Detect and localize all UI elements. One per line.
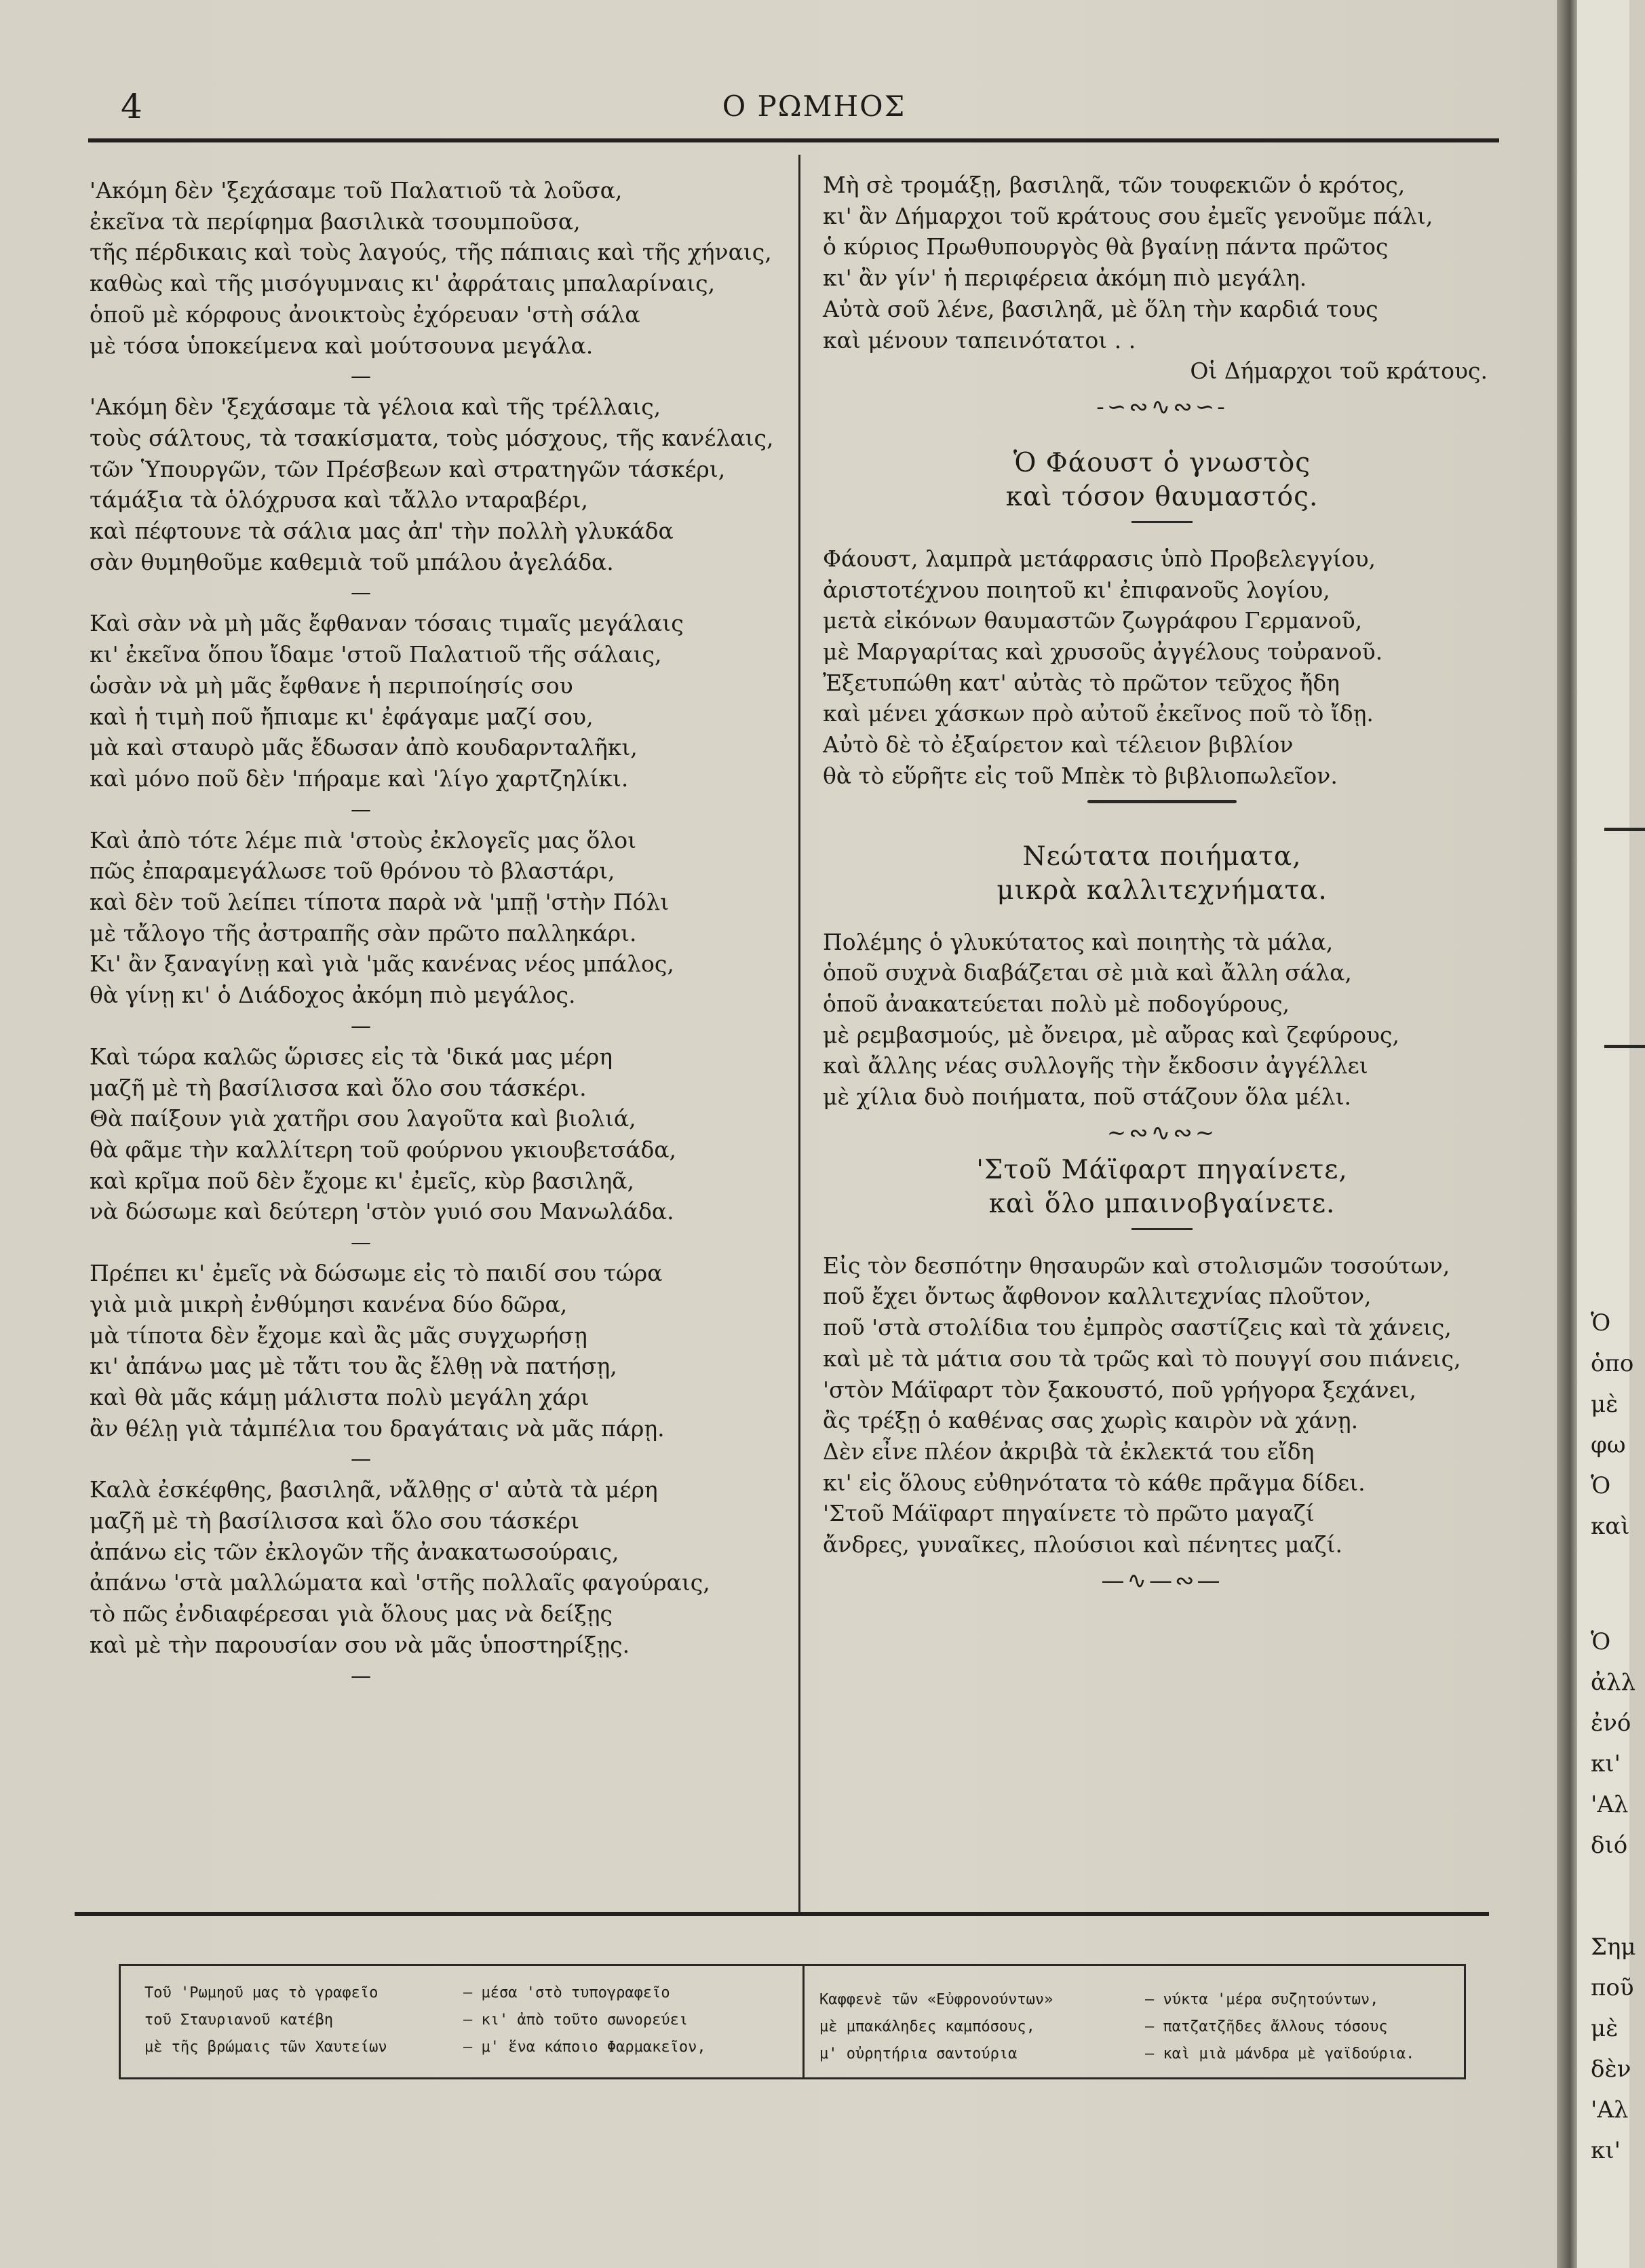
masthead: Ο ΡΩΜΗΟΣ — [722, 90, 906, 123]
footer-ad-divider — [802, 1966, 805, 2077]
poem-line: κι' ἂν γίν' ἡ περιφέρεια ἀκόμη πιὸ μεγάλη. — [823, 265, 1307, 292]
poem-line: καὶ κρῖμα ποῦ δὲν ἔχομε κι' ἐμεῖς, κὺρ βασιληᾶ, — [90, 1167, 635, 1194]
ad-line: Αὐτὸ δὲ τὸ ἐξαίρετον καὶ τέλειον βιβλίον — [823, 731, 1294, 758]
ad-line: Εἰς τὸν δεσπότην θησαυρῶν καὶ στολισμῶν τοσούτων, — [823, 1252, 1450, 1279]
adjacent-page-text: ποῦ — [1591, 1974, 1634, 2001]
poem-line: κι' ἀπάνω μας μὲ τἄτι του ἂς ἔλθῃ νὰ πατήσῃ, — [90, 1353, 617, 1380]
poem-line: Καὶ τώρα καλῶς ὥρισες εἰς τὰ 'δικά μας μέρη — [90, 1043, 613, 1070]
intro-poem — [823, 170, 1501, 355]
ad-line: ποῦ ἔχει ὄντως ἄφθονον καλλιτεχνίας πλοῦτον, — [823, 1283, 1372, 1310]
poem-line: Θὰ παίξουν γιὰ χατῆρι σου λαγοῦτα καὶ βιολιά, — [90, 1105, 636, 1132]
footer-ad-text: μὲ μπακάληδες καμπόσους, — [819, 2018, 1035, 2035]
poem-line: μὰ καὶ σταυρὸ μᾶς ἔδωσαν ἀπὸ κουδαρνταλῆκι, — [90, 734, 638, 761]
footer-ad-text: μ' οὐρητήρια σαντούρια — [819, 2045, 1018, 2062]
adjacent-page-rule — [1604, 828, 1645, 831]
poem-line: καὶ πέφτουνε τὰ σάλια μας ἀπ' τὴν πολλὴ γλυκάδα — [90, 518, 674, 545]
adjacent-page-text: καὶ — [1591, 1513, 1630, 1540]
poem-line: Μὴ σὲ τρομάξῃ, βασιληᾶ, τῶν τουφεκιῶν ὁ κρότος, — [823, 172, 1406, 198]
adjacent-page-text: ἐνό — [1591, 1710, 1631, 1737]
book-spine — [1557, 0, 1579, 2268]
footer-ad-left — [144, 1980, 830, 2061]
short-rule — [1131, 521, 1193, 523]
poem-line: μὲ τόσα ὑποκείμενα καὶ μούτσουνα μεγάλα. — [90, 332, 594, 359]
poem-line: ὡσὰν νὰ μὴ μᾶς ἔφθανε ἡ περιποίησίς σου — [90, 672, 573, 699]
ad-line: Πολέμης ὁ γλυκύτατος καὶ ποιητὴς τὰ μάλα, — [823, 928, 1334, 955]
ad-line: Δὲν εἶνε πλέον ἀκριβὰ τὰ ἐκλεκτά του εἴδη — [823, 1438, 1315, 1465]
adjacent-page-text: 'Αλ — [1591, 2096, 1629, 2123]
adjacent-page-text: ἀλλ — [1591, 1669, 1636, 1696]
footer-ad-text: τοῦ Σταυριανοῦ κατέβη — [144, 2012, 334, 2029]
top-rule — [88, 138, 1499, 142]
ad-line: καὶ μένει χάσκων πρὸ αὐτοῦ ἐκεῖνος ποῦ τὸ ἴδῃ. — [823, 700, 1374, 727]
adjacent-page-text: δὲν — [1591, 2056, 1631, 2083]
ad-line: 'Στοῦ Μάϊφαρτ πηγαίνετε τὸ πρῶτο μαγαζί — [823, 1500, 1315, 1527]
poem-line: τάμάξια τὰ ὁλόχρυσα καὶ τἄλλο νταραβέρι, — [90, 486, 588, 514]
poem-line: μαζῆ μὲ τὴ βασίλισσα καὶ ὅλο σου τάσκέρι. — [90, 1074, 587, 1101]
stanza-separator: — — [351, 1447, 371, 1472]
footer-ad-text: Τοῦ 'Ρωμηοῦ μας τὸ γραφεῖο — [144, 1984, 379, 2001]
footer-ad-row — [144, 1980, 830, 2007]
adjacent-page-text: κι' — [1591, 2137, 1621, 2164]
adjacent-page-text: μὲ — [1591, 1391, 1619, 1418]
stanza-separator: — — [351, 797, 371, 822]
ornament-divider: —∿—∾— — [1101, 1567, 1223, 1594]
adjacent-page-text: φω — [1591, 1431, 1626, 1459]
poem-line: τὸ πῶς ἐνδιαφέρεσαι γιὰ ὅλους μας νὰ δείξῃς — [90, 1600, 613, 1628]
adjacent-page-text: διό — [1591, 1832, 1628, 1859]
footer-ad-row — [819, 2014, 1460, 2041]
footer-ad-text: — πατζατζῆδες ἄλλους τόσους — [1145, 2018, 1388, 2035]
poem-line: ὁ κύριος Πρωθυπουργὸς θὰ βγαίνῃ πάντα πρῶτος — [823, 233, 1389, 261]
poem-line: ἂν θέλῃ γιὰ τἀμπέλια του δραγάταις νὰ μᾶς πάρῃ. — [90, 1415, 665, 1442]
footer-ad-row — [144, 2034, 830, 2061]
ad-line: καὶ μὲ τὰ μάτια σου τὰ τρῶς καὶ τὸ πουγγί σου πιάνεις, — [823, 1345, 1461, 1372]
footer-ad-row — [819, 1986, 1460, 2014]
footer-ad-text: μὲ τῆς βρώμαις τῶν Χαυτείων — [144, 2039, 387, 2056]
poem-line: Καὶ ἀπὸ τότε λέμε πιὰ 'στοὺς ἐκλογεῖς μας ὅλοι — [90, 826, 637, 853]
short-rule — [1131, 1228, 1193, 1230]
poem-line: καὶ θὰ μᾶς κάμῃ μάλιστα πολὺ μεγάλη χάρι — [90, 1383, 589, 1410]
ornament-rule — [1087, 800, 1237, 803]
poem-line: Πρέπει κι' ἐμεῖς νὰ δώσωμε εἰς τὸ παιδί σου τώρα — [90, 1260, 663, 1287]
footer-ad-text: — κι' ἀπὸ τοῦτο σωνορεύει — [463, 2012, 689, 2029]
adjacent-page-text: Σημ — [1591, 1934, 1636, 1961]
footer-ad-row — [819, 2041, 1460, 2068]
stanza-separator: — — [351, 1664, 371, 1688]
poem-line: τῆς πέρδικαις καὶ τοὺς λαγούς, τῆς πάπιαις καὶ τῆς χήναις, — [90, 239, 772, 266]
poem-line: καὶ μόνο ποῦ δὲν 'πήραμε καὶ 'λίγο χαρτζηλίκι. — [90, 765, 629, 792]
poem-line: γιὰ μιὰ μικρὴ ἐνθύμησι κανένα δύο δῶρα, — [90, 1290, 568, 1318]
ad-line: ἀριστοτέχνου ποιητοῦ κι' ἐπιφανοῦς λογίου, — [823, 576, 1330, 603]
poem-line: μαζῆ μὲ τὴ βασίλισσα καὶ ὅλο σου τάσκέρι — [90, 1507, 580, 1535]
poem-line: καὶ ἡ τιμὴ ποῦ ἤπιαμε κι' ἐφάγαμε μαζί σου, — [90, 703, 594, 730]
page-number: 4 — [121, 87, 142, 126]
ad-line: μὲ Μαργαρίτας καὶ χρυσοῦς ἀγγέλους τοὐρανοῦ. — [823, 638, 1383, 666]
poem-line: 'Ακόμη δὲν 'ξεχάσαμε τὰ γέλοια καὶ τῆς τρέλλαις, — [90, 393, 661, 421]
poem-line: κι' ἂν Δήμαρχοι τοῦ κράτους σου ἐμεῖς γενοῦμε πάλι, — [823, 202, 1433, 229]
ad-line: ἄνδρες, γυναῖκες, πλούσιοι καὶ πένητες μαζί. — [823, 1531, 1343, 1558]
poem-line: ὁποῦ μὲ κόρφους ἀνοικτοὺς ἐχόρευαν 'στὴ σάλα — [90, 301, 640, 328]
footer-ad-box — [119, 1964, 1466, 2079]
poem-line: πῶς ἐπαραμεγάλωσε τοῦ θρόνου τὸ βλαστάρι, — [90, 858, 615, 885]
headline-line: Νεώτατα ποιήματα, — [1022, 841, 1302, 872]
footer-ad-text: — καὶ μιὰ μάνδρα μὲ γαϊδούρια. — [1145, 2045, 1415, 2062]
ad-line: ποῦ 'στὰ στολίδια του ἐμπρὸς σαστίζεις καὶ τὰ χάνεις, — [823, 1314, 1452, 1341]
footer-ad-right — [819, 1986, 1460, 2068]
left-column — [90, 175, 781, 1691]
maifart-advertisement — [823, 1250, 1501, 1560]
footer-ad-text: — μέσα 'στὸ τυπογραφεῖο — [463, 1984, 670, 2001]
poem-line: σὰν θυμηθοῦμε καθεμιὰ τοῦ μπάλου ἀγελάδα. — [90, 548, 614, 575]
stanza-separator: — — [351, 581, 371, 605]
poems-advertisement — [823, 927, 1501, 1113]
headline-line: Ὁ Φάουστ ὁ γνωστὸς — [1013, 447, 1311, 478]
adjacent-page-text: κι' — [1591, 1750, 1621, 1777]
poem-line: Καλὰ ἐσκέφθης, βασιληᾶ, νἄλθῃς σ' αὐτὰ τὰ μέρη — [90, 1476, 658, 1503]
adjacent-page-rule — [1604, 1045, 1645, 1048]
poem-line: καὶ μὲ τὴν παρουσίαν σου νὰ μᾶς ὑποστηρίξῃς. — [90, 1631, 630, 1658]
ad-line: θὰ τὸ εὕρῆτε εἰς τοῦ Μπὲκ τὸ βιβλιοπωλεῖον. — [823, 762, 1338, 789]
ad-line: μὲ ρεμβασμούς, μὲ ὄνειρα, μὲ αὔρας καὶ ζεφύρους, — [823, 1021, 1400, 1048]
poem-line: νὰ δώσωμε καὶ δεύτερη 'στὸν γυιό σου Μανωλάδα. — [90, 1198, 674, 1225]
stanza-separator: — — [351, 1231, 371, 1255]
poem-line: θὰ γίνῃ κι' ὁ Διάδοχος ἀκόμη πιὸ μεγάλος. — [90, 982, 576, 1009]
adjacent-page-text: Ὁ — [1591, 1628, 1611, 1655]
poem-line: τοὺς σάλτους, τὰ τσακίσματα, τοὺς μόσχους, τῆς κανέλαις, — [90, 424, 774, 451]
faust-advertisement — [823, 543, 1501, 792]
maifart-headline — [823, 1153, 1501, 1221]
footer-ad-text: — νύκτα 'μέρα συζητούντων, — [1145, 1991, 1379, 2008]
poem-line: ἀπάνω εἰς τῶν ἐκλογῶν τῆς ἀνακατωσούραις, — [90, 1538, 619, 1565]
poem-line: κι' ἐκεῖνα ὅπου ἴδαμε 'στοῦ Παλατιοῦ τῆς σάλαις, — [90, 641, 662, 668]
poem-line: μὲ τἄλογο τῆς ἀστραπῆς σὰν πρῶτο παλληκάρι. — [90, 919, 637, 946]
poems-headline — [823, 840, 1501, 908]
ad-line: Ἐξετυπώθη κατ' αὐτὰς τὸ πρῶτον τεῦχος ἤδη — [823, 669, 1340, 696]
adjacent-page-fragment — [1577, 0, 1636, 2268]
ad-line: ὁποῦ συχνὰ διαβάζεται σὲ μιὰ καὶ ἄλλη σάλα, — [823, 959, 1352, 986]
column-rule — [798, 155, 800, 1912]
adjacent-page-text: Ὁ — [1591, 1472, 1611, 1499]
poem-line: ἐκεῖνα τὰ περίφημα βασιλικὰ τσουμποῦσα, — [90, 208, 581, 235]
adjacent-page-text: Ὁ — [1591, 1309, 1611, 1337]
ornament-divider: -∽∾∿∾∽- — [1096, 393, 1228, 421]
ad-line: Φάουστ, λαμπρὰ μετάφρασις ὑπὸ Προβελεγγίου, — [823, 545, 1376, 572]
ad-line: μὲ χίλια δυὸ ποιήματα, ποῦ στάζουν ὅλα μέλι. — [823, 1083, 1351, 1111]
poem-line: τῶν Ὑπουργῶν, τῶν Πρέσβεων καὶ στρατηγῶν τάσκέρι, — [90, 455, 726, 482]
poem-line: καθὼς καὶ τῆς μισόγυμναις κι' ἀφράταις μπαλαρίναις, — [90, 270, 716, 297]
footer-ad-text: — μ' ἕνα κάποιο Φαρμακεῖον, — [463, 2039, 706, 2056]
poem-line: ἀπάνω 'στὰ μαλλώματα καὶ 'στῆς πολλαῖς φαγούραις, — [90, 1569, 710, 1596]
poem-line: Καὶ σὰν νὰ μὴ μᾶς ἔφθαναν τόσαις τιμαῖς μεγάλαις — [90, 610, 684, 637]
poem-line: θὰ φᾶμε τὴν καλλίτερη τοῦ φούρνου γκιουβετσάδα, — [90, 1136, 677, 1163]
stanza-separator: — — [351, 364, 371, 389]
headline-line: καὶ τόσον θαυμαστός. — [1005, 481, 1319, 512]
poem-line: Κι' ἂν ξαναγίνῃ καὶ γιὰ 'μᾶς κανένας νέος μπάλος, — [90, 950, 674, 978]
poem-line: μὰ τίποτα δὲν ἔχομε καὶ ἂς μᾶς συγχωρήσῃ — [90, 1322, 587, 1349]
headline-line: καὶ ὅλο μπαινοβγαίνετε. — [988, 1188, 1336, 1219]
ad-line: μετὰ εἰκόνων θαυμαστῶν ζωγράφου Γερμανοῦ, — [823, 607, 1363, 634]
faust-headline — [823, 446, 1501, 514]
stanza-separator: — — [351, 1014, 371, 1038]
poem-line: καὶ δὲν τοῦ λείπει τίποτα παρὰ νὰ 'μπῇ 'στὴν Πόλι — [90, 889, 670, 916]
poem-line: καὶ μένουν ταπεινότατοι . . — [823, 326, 1136, 353]
ad-line: ἂς τρέξῃ ὁ καθένας σας χωρὶς καιρὸν νὰ χάνῃ. — [823, 1407, 1359, 1434]
poem-line: Αὐτὰ σοῦ λένε, βασιληᾶ, μὲ ὅλη τὴν καρδιά τους — [823, 295, 1378, 322]
ad-line: ὁποῦ ἀνακατεύεται πολὺ μὲ ποδογύρους, — [823, 990, 1290, 1017]
poem-line: 'Ακόμη δὲν 'ξεχάσαμε τοῦ Παλατιοῦ τὰ λοῦσα, — [90, 177, 623, 204]
adjacent-page-text: μὲ — [1591, 2015, 1619, 2042]
adjacent-page-text: 'Αλ — [1591, 1791, 1629, 1818]
ornament-divider: ∼∾∿∾∼ — [1106, 1119, 1218, 1147]
headline-line: μικρὰ καλλιτεχνήματα. — [996, 874, 1328, 906]
ad-line: καὶ ἄλλης νέας συλλογῆς τὴν ἔκδοσιν ἀγγέλλει — [823, 1052, 1368, 1079]
footer-ad-row — [144, 2007, 830, 2034]
adjacent-page-text: ὁπο — [1591, 1350, 1634, 1377]
ad-line: κι' εἰς ὅλους εὐθηνότατα τὸ κάθε πρᾶγμα δίδει. — [823, 1469, 1366, 1496]
footer-ad-text: Καφφενὲ τῶν «Εὐφρονούντων» — [819, 1991, 1053, 2008]
ad-line: 'στὸν Μάϊφαρτ τὸν ξακουστό, ποῦ γρήγορα ξεχάνει, — [823, 1376, 1417, 1403]
signature: Οἱ Δήμαρχοι τοῦ κράτους. — [1190, 358, 1488, 385]
headline-line: 'Στοῦ Μάϊφαρτ πηγαίνετε, — [976, 1154, 1348, 1185]
bottom-rule — [75, 1912, 1489, 1916]
right-column — [823, 170, 1501, 1601]
